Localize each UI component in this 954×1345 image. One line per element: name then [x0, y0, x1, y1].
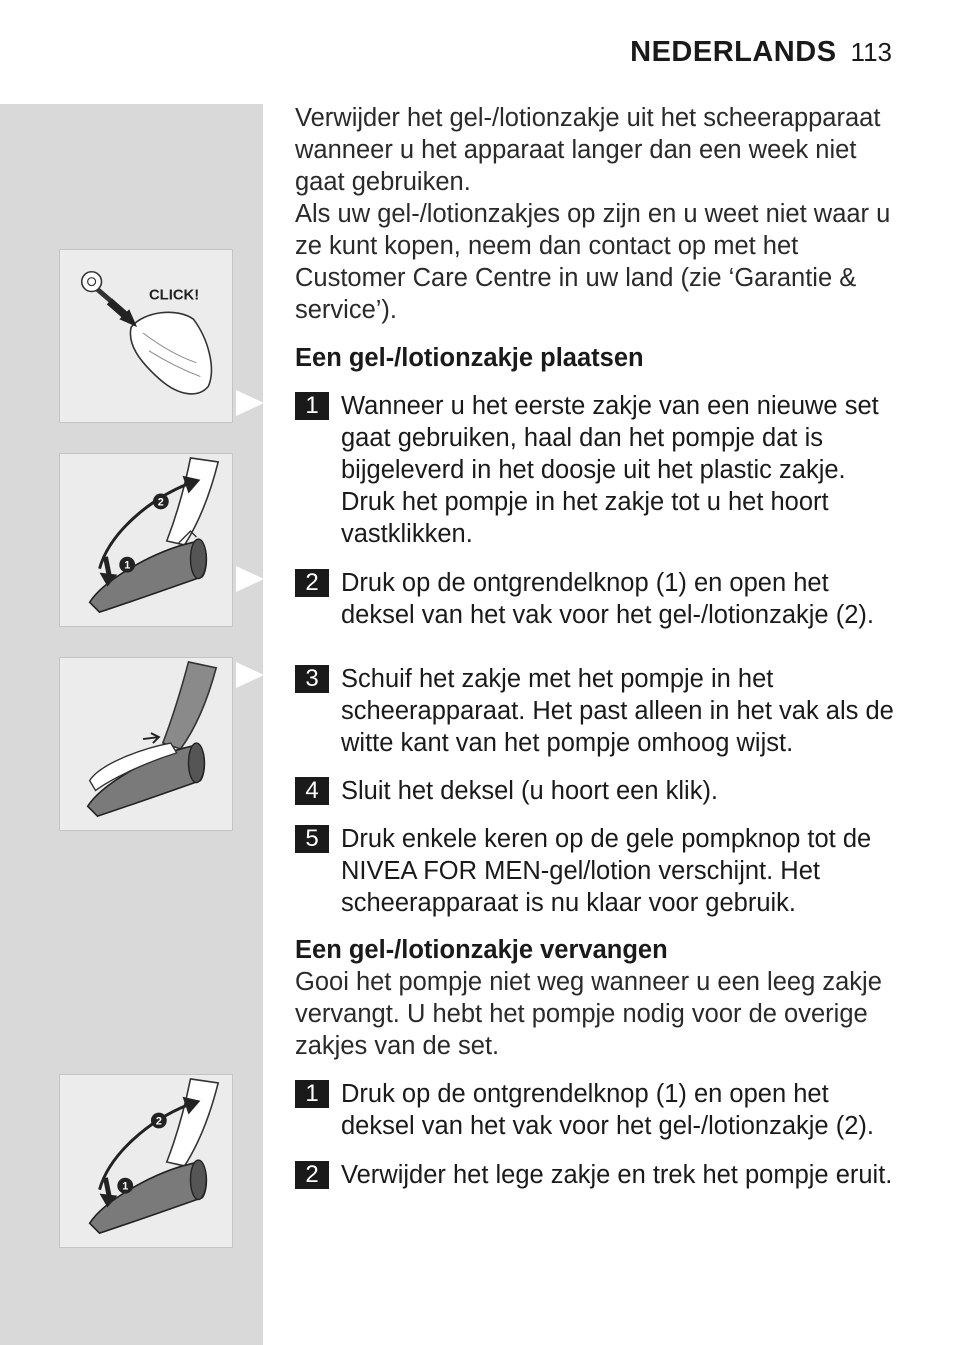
figure-open-lid-replace — [59, 1074, 233, 1248]
figure-pointer — [236, 390, 264, 416]
click-label: CLICK! — [148, 287, 200, 304]
page-header — [630, 36, 892, 69]
step-item — [295, 567, 900, 631]
svg-text:1: 1 — [124, 559, 131, 572]
step-number: 2 — [295, 1161, 329, 1189]
svg-text:2: 2 — [155, 1115, 162, 1128]
step-text: Druk op de ontgrendelknop (1) en open het deksel van het vak voor het gel-/lotionzakje (2). — [341, 1080, 874, 1140]
step-item — [295, 775, 900, 807]
shaver-open-lid-illustration — [60, 454, 232, 626]
shaver-open-lid-illustration — [60, 1075, 232, 1247]
step-number: 3 — [295, 665, 329, 693]
step-text: Druk enkele keren op de gele pompknop tot de NIVEA FOR MEN-gel/lotion verschijnt. Het scheerapparaat is nu klaar voor gebruik. — [341, 825, 872, 917]
section-paragraph: Gooi het pompje niet weg wanneer u een leeg zakje vervangt. U hebt het pompje nodig voor de overige zakjes van de set. — [295, 968, 882, 1060]
step-text: Wanneer u het eerste zakje van een nieuwe set gaat gebruiken, haal dan het pompje dat is bijgeleverd in het doosje uit het plastic zakje. Druk het pompje in het zakje tot u het hoort vastklikken. — [341, 392, 879, 548]
figure-pump-click — [59, 249, 233, 423]
step-item — [295, 663, 900, 759]
figure-insert-sachet — [59, 657, 233, 831]
step-text: Druk op de ontgrendelknop (1) en open het deksel van het vak voor het gel-/lotionzakje (2). — [341, 569, 874, 629]
step-item — [295, 1078, 900, 1142]
step-text: Sluit het deksel (u hoort een klik). — [341, 777, 719, 805]
language-title: NEDERLANDS — [630, 36, 837, 68]
svg-text:2: 2 — [157, 496, 164, 509]
svg-text:1: 1 — [122, 1180, 129, 1193]
step-item — [295, 823, 900, 919]
intro-paragraph: Als uw gel-/lotionzakjes op zijn en u weet niet waar u ze kunt kopen, neem dan contact op met het Customer Care Centre in uw land (zie ‘Garantie & service’). — [295, 200, 891, 324]
pump-sachet-illustration — [60, 250, 232, 422]
page-number: 113 — [850, 37, 892, 67]
step-number: 1 — [295, 392, 329, 420]
section-heading: Een gel-/lotionzakje vervangen — [295, 936, 668, 964]
figure-open-lid — [59, 453, 233, 627]
step-number: 4 — [295, 777, 329, 805]
main-content — [295, 102, 900, 1191]
step-text: Verwijder het lege zakje en trek het pompje eruit. — [341, 1161, 893, 1189]
step-item — [295, 1159, 900, 1191]
section-heading: Een gel-/lotionzakje plaatsen — [295, 344, 644, 372]
intro-paragraph: Verwijder het gel-/lotionzakje uit het scheerapparaat wanneer u het apparaat langer dan een week niet gaat gebruiken. — [295, 104, 881, 196]
figure-pointer — [236, 566, 264, 592]
step-item — [295, 390, 900, 550]
step-number: 2 — [295, 569, 329, 597]
step-number: 5 — [295, 825, 329, 853]
step-number: 1 — [295, 1080, 329, 1108]
figure-pointer — [236, 662, 264, 688]
shaver-insert-sachet-illustration — [60, 658, 232, 830]
step-text: Schuif het zakje met het pompje in het scheerapparaat. Het past alleen in het vak als de witte kant van het pompje omhoog wijst. — [341, 665, 894, 757]
